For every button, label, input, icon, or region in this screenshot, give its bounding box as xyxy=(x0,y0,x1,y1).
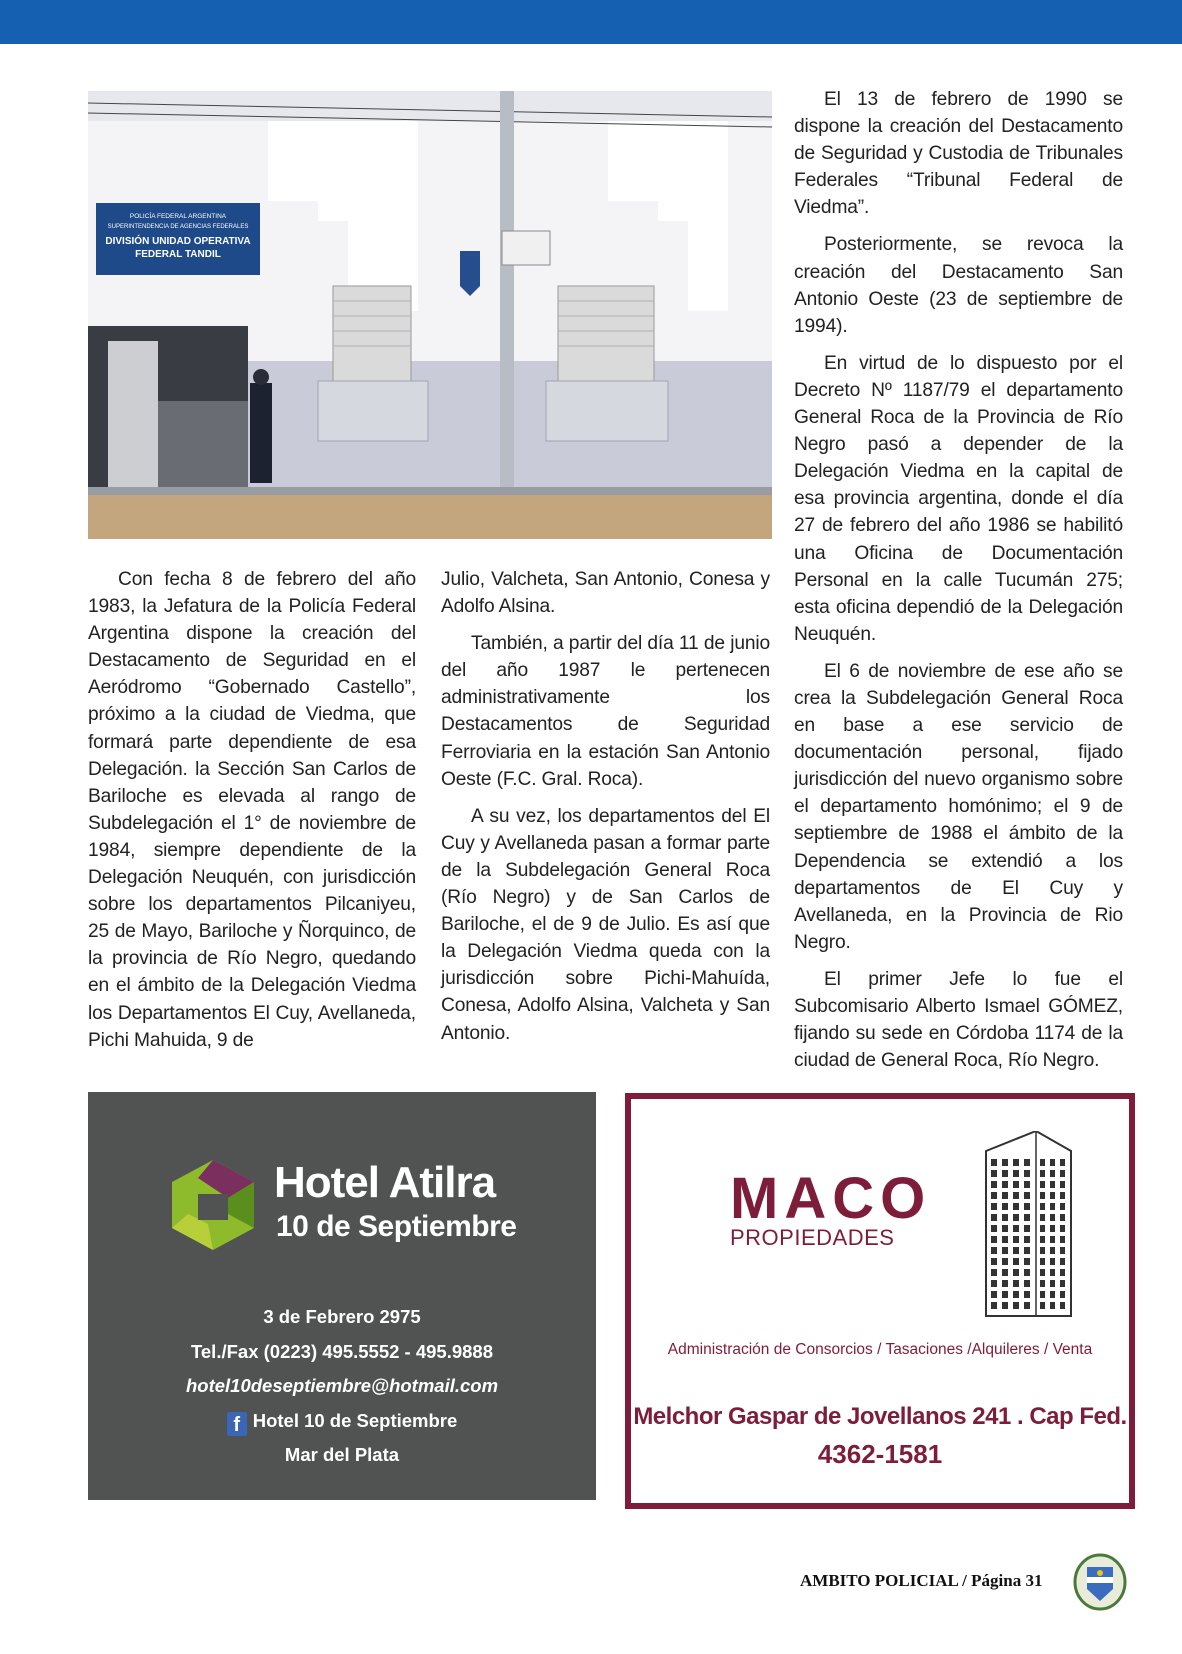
article-paragraph: Con fecha 8 de febrero del año 1983, la Jefatura de la Policía Federal Argentina dispone la creación del Destacamento de Seguridad en el Aeródromo “Gobernado Castello”, próximo a la ciudad de Viedma, que formará parte dependiente de esa Delegación. la Sección San Carlos de Bariloche es elevada al rango de Subdelegación el 1° de noviembre de 1984, siempre dependiente de la Delegación Neuquén, con jurisdicción sobre los departamentos Pilcaniyeu, 25 de Mayo, Bariloche y Ñorquinco, de la provincia de Río Negro, quedando en el ámbito de la Delegación Viedma los Departamentos El Cuy, Avellaneda, Pichi Mahuida, 9 de xyxy=(88,569,416,1051)
building-window xyxy=(991,1247,997,1254)
building-window xyxy=(1050,1181,1055,1188)
building-window xyxy=(1040,1225,1045,1232)
building-window xyxy=(1024,1181,1030,1188)
building-window xyxy=(1060,1280,1065,1287)
building-window xyxy=(1013,1203,1019,1210)
building-window xyxy=(1024,1225,1030,1232)
building-window xyxy=(1040,1159,1045,1166)
building-window xyxy=(1050,1170,1055,1177)
building-window xyxy=(1013,1170,1019,1177)
building-window xyxy=(1060,1302,1065,1309)
building-window xyxy=(991,1159,997,1166)
building-window xyxy=(1060,1291,1065,1298)
building-window xyxy=(1002,1159,1008,1166)
building-window xyxy=(1060,1203,1065,1210)
building-window xyxy=(1024,1269,1030,1276)
building-window xyxy=(1002,1291,1008,1298)
building-window xyxy=(1024,1291,1030,1298)
hotel-address: 3 de Febrero 2975 xyxy=(263,1306,421,1327)
building-window xyxy=(1040,1291,1045,1298)
hotel-name: Hotel Atilra xyxy=(274,1158,496,1207)
building-window xyxy=(1050,1258,1055,1265)
building-window xyxy=(1002,1225,1008,1232)
page-footer: AMBITO POLICIAL / Página 31 xyxy=(800,1571,1043,1590)
building-window xyxy=(1040,1280,1045,1287)
building-window xyxy=(991,1203,997,1210)
building-window xyxy=(1060,1258,1065,1265)
building-window xyxy=(1060,1269,1065,1276)
hotel-advertisement xyxy=(88,1092,596,1500)
building-window xyxy=(1024,1203,1030,1210)
building-window xyxy=(1050,1203,1055,1210)
building-window xyxy=(1013,1225,1019,1232)
building-window xyxy=(991,1214,997,1221)
police-crest-icon xyxy=(1073,1553,1127,1611)
hotel-facebook-name: Hotel 10 de Septiembre xyxy=(252,1409,458,1431)
building-window xyxy=(991,1258,997,1265)
building-window xyxy=(1024,1280,1030,1287)
building-window xyxy=(1040,1203,1045,1210)
maco-advertisement xyxy=(625,1093,1135,1509)
building-window xyxy=(1013,1269,1019,1276)
building-window xyxy=(991,1291,997,1298)
building-window xyxy=(1002,1170,1008,1177)
hotel-subtitle: 10 de Septiembre xyxy=(276,1210,517,1243)
building-window xyxy=(1050,1291,1055,1298)
building-window xyxy=(1024,1247,1030,1254)
building-window xyxy=(1002,1203,1008,1210)
hotel-email: hotel10deseptiembre@hotmail.com xyxy=(185,1375,499,1396)
building-window xyxy=(1013,1302,1019,1309)
building-window xyxy=(1050,1225,1055,1232)
building-window xyxy=(1060,1170,1065,1177)
building-window xyxy=(1002,1302,1008,1309)
building-window xyxy=(1040,1258,1045,1265)
building-window xyxy=(1060,1214,1065,1221)
building-window xyxy=(1013,1291,1019,1298)
article-paragraph: En virtud de lo dispuesto por el Decreto Nº 1187/79 el departamento General Roca de la Provincia de Río Negro pasó a depender de la Delegación Viedma en la capital de esa provincia argentina, donde el día 27 de febrero del año 1986 se habilitó una Oficina de Documentación Personal en la calle Tucumán 275; esta oficina dependió de la Delegación Neuquén. xyxy=(794,352,1123,645)
building-window xyxy=(1013,1159,1019,1166)
building-window xyxy=(1013,1214,1019,1221)
sign-line-2: SUPERINTENDENCIA DE AGENCIAS FEDERALES xyxy=(107,224,249,230)
building-window xyxy=(1024,1159,1030,1166)
building-window xyxy=(1002,1181,1008,1188)
building-window xyxy=(1024,1214,1030,1221)
sign-line-1: POLICÍA FEDERAL ARGENTINA xyxy=(129,213,227,220)
building-window xyxy=(1040,1214,1045,1221)
building-window xyxy=(1040,1236,1045,1243)
building-icon xyxy=(976,1131,1076,1321)
article-paragraph: El 13 de febrero de 1990 se dispone la creación del Destacamento de Seguridad y Custodia de Tribunales Federales “Tribunal Federal de Viedma”. xyxy=(794,89,1123,219)
building-window xyxy=(1002,1214,1008,1221)
article-column-3 xyxy=(794,86,1123,1084)
hotel-city: Mar del Plata xyxy=(284,1444,400,1465)
building-window xyxy=(991,1236,997,1243)
building-window xyxy=(1040,1181,1045,1188)
building-window xyxy=(1013,1192,1019,1199)
building-window xyxy=(1050,1269,1055,1276)
building-window xyxy=(991,1269,997,1276)
building-window xyxy=(1013,1236,1019,1243)
building-window xyxy=(1013,1181,1019,1188)
building-window xyxy=(1050,1280,1055,1287)
building-window xyxy=(991,1170,997,1177)
sign-line-4: FEDERAL TANDIL xyxy=(135,249,221,260)
building-window xyxy=(991,1302,997,1309)
building-window xyxy=(1050,1192,1055,1199)
building-window xyxy=(1040,1302,1045,1309)
building-window xyxy=(1060,1236,1065,1243)
building-window xyxy=(1024,1302,1030,1309)
building-window xyxy=(991,1280,997,1287)
building-window xyxy=(1040,1247,1045,1254)
building-window xyxy=(1002,1192,1008,1199)
building-window xyxy=(1040,1192,1045,1199)
article-paragraph: Posteriormente, se revoca la creación del Destacamento San Antonio Oeste (23 de septiembre de 1994). xyxy=(794,234,1123,337)
building-window xyxy=(1024,1170,1030,1177)
building-window xyxy=(991,1181,997,1188)
maco-services: Administración de Consorcios / Tasaciones /Alquileres / Venta xyxy=(667,1341,1093,1358)
building-window xyxy=(1060,1225,1065,1232)
building-window xyxy=(1060,1192,1065,1199)
building-window xyxy=(1002,1269,1008,1276)
police-building-photo xyxy=(88,91,772,539)
article-paragraph: Julio, Valcheta, San Antonio, Conesa y Adolfo Alsina. xyxy=(441,569,770,618)
sign-line-3: DIVISIÓN UNIDAD OPERATIVA xyxy=(105,236,251,247)
building-window xyxy=(1002,1258,1008,1265)
facebook-icon: f xyxy=(227,1412,247,1436)
hotel-logo-icon xyxy=(168,1158,258,1252)
maco-address: Melchor Gaspar de Jovellanos 241 . Cap Fed. xyxy=(633,1403,1127,1430)
building-window xyxy=(1060,1247,1065,1254)
building-window xyxy=(1060,1159,1065,1166)
building-window xyxy=(1013,1247,1019,1254)
building-window xyxy=(1024,1192,1030,1199)
building-window xyxy=(1002,1236,1008,1243)
building-window xyxy=(1024,1258,1030,1265)
building-window xyxy=(1060,1181,1065,1188)
article-column-1 xyxy=(88,566,416,1064)
building-window xyxy=(1040,1269,1045,1276)
building-window xyxy=(1002,1247,1008,1254)
building-window xyxy=(1024,1236,1030,1243)
building-window xyxy=(1002,1280,1008,1287)
maco-phone: 4362-1581 xyxy=(817,1439,943,1469)
building-window xyxy=(1050,1236,1055,1243)
article-column-2 xyxy=(441,566,770,1057)
building-window xyxy=(1013,1258,1019,1265)
article-paragraph: A su vez, los departamentos del El Cuy y Avellaneda pasan a formar parte de la Subdelegación General Roca (Río Negro) y de San Carlos de Bariloche, el de 9 de Julio. Es así que la Delegación Viedma queda con la jurisdicción sobre Pichi-Mahuída, Conesa, Adolfo Alsina, Valcheta y San Antonio. xyxy=(441,805,770,1044)
article-paragraph: El primer Jefe lo fue el Subcomisario Alberto Ismael GÓMEZ, fijando su sede en Córdoba 1174 de la ciudad de General Roca, Río Negro. xyxy=(794,968,1123,1072)
building-window xyxy=(1050,1247,1055,1254)
building-window xyxy=(1050,1159,1055,1166)
maco-title: MACO xyxy=(730,1166,932,1231)
building-window xyxy=(1013,1280,1019,1287)
hotel-phone: Tel./Fax (0223) 495.5552 - 495.9888 xyxy=(190,1340,494,1362)
building-window xyxy=(1050,1302,1055,1309)
article-paragraph: El 6 de noviembre de ese año se crea la Subdelegación General Roca en base a ese servicio de documentación personal, fijado jurisdicción del nuevo organismo sobre el departamento homónimo; el 9 de septiembre de 1988 el ámbito de la Dependencia se extendió a los departamentos de El Cuy y Avellaneda, en la Provincia de Rio Negro. xyxy=(794,660,1123,953)
building-window xyxy=(1050,1214,1055,1221)
maco-subtitle: PROPIEDADES xyxy=(730,1225,895,1250)
building-window xyxy=(1040,1170,1045,1177)
building-window xyxy=(991,1192,997,1199)
article-paragraph: También, a partir del día 11 de junio del año 1987 le pertenecen administrativamente los Destacamentos de Seguridad Ferroviaria en la estación San Antonio Oeste (F.C. Gral. Roca). xyxy=(441,633,770,790)
top-color-bar xyxy=(0,0,1182,44)
hotel-facebook xyxy=(88,1404,596,1439)
hotel-contact-info xyxy=(88,1300,596,1473)
building-window xyxy=(991,1225,997,1232)
